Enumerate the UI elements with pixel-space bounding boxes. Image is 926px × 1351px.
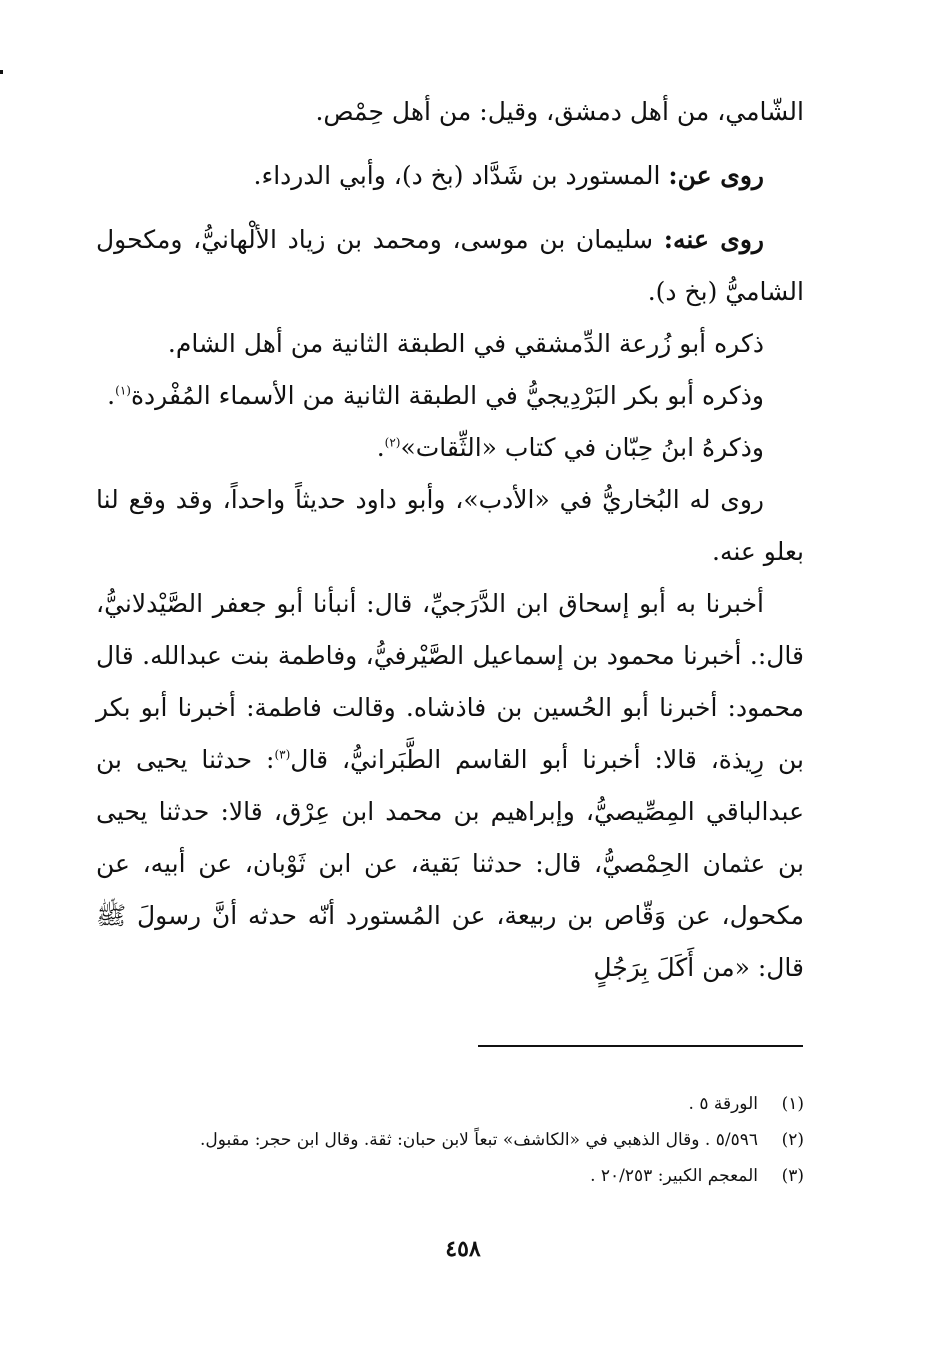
paragraph-origin: الشّامي، من أهل دمشق، وقيل: من أهل حِمْص. bbox=[315, 97, 804, 126]
footnote-text: المعجم الكبير: ٢٠/٢٥٣ . bbox=[590, 1166, 758, 1186]
footnote-item bbox=[100, 1124, 804, 1156]
paragraph-narrated-from bbox=[96, 150, 804, 202]
paragraph-bukhari: روى له البُخاريُّ في «الأدب»، وأبو داود حديثاً واحداً، وقد وقع لنا بعلو عنه. bbox=[96, 485, 804, 566]
footnote-divider bbox=[478, 1045, 803, 1047]
narrated-by-text: سليمان بن موسى، ومحمد بن زياد الألْهانيُّ، ومكحول الشاميُّ (بخ د). bbox=[96, 225, 804, 306]
paragraph-narrated-by bbox=[96, 214, 804, 318]
footnote-ref-1[interactable]: (١) bbox=[115, 383, 131, 398]
page-number: ٤٥٨ bbox=[445, 1236, 481, 1262]
footnote-text: ٥/٥٩٦ . وقال الذهبي في «الكاشف» تبعاً لابن حبان: ثقة. وقال ابن حجر: مقبول. bbox=[199, 1130, 758, 1150]
narrated-by-label: روى عنه: bbox=[663, 225, 764, 254]
paragraph-isnad bbox=[96, 578, 804, 994]
footnote-item bbox=[100, 1160, 804, 1192]
footnote-number: (٣) bbox=[781, 1166, 804, 1186]
footnote-number: (١) bbox=[781, 1094, 804, 1114]
bardiji-end: . bbox=[107, 381, 116, 410]
paragraph-abu-zura: ذكره أبو زُرعة الدِّمشقي في الطبقة الثانية من أهل الشام. bbox=[167, 329, 764, 358]
scan-mark bbox=[0, 70, 3, 74]
main-text-block bbox=[96, 86, 804, 994]
paragraph-ibn-hibban bbox=[96, 422, 804, 474]
ibn-hibban-end: . bbox=[376, 433, 385, 462]
footnote-number: (٢) bbox=[781, 1130, 804, 1150]
isnad-text-a: أخبرنا به أبو إسحاق ابن الدَّرَجيِّ، قال: أنبأنا أبو جعفر الصَّيْدلانيُّ، قال:. أخبرنا محمود بن إسماعيل الصَّيْرفيُّ، وفاطمة بنت عبدالله. قال محمود: أخبرنا أبو الحُسين بن فاذشاه. وقالت فاطمة: أخبرنا أبو بكر بن رِيذة، قالا: أخبرنا أبو القاسم الطَّبَرانيُّ، قال bbox=[96, 589, 804, 774]
isnad-text-b: : حدثنا يحيى بن عبدالباقي المِصِّيصيُّ، وإبراهيم بن محمد ابن عِرْق، قالا: حدثنا يحيى بن عثمان الحِمْصيُّ، قال: حدثنا بَقية، عن ابن ثَوْبان، عن أبيه، عن مكحول، عن وَقّاص بن ربيعة، عن المُستورد أنّه حدثه أنَّ رسولَ ﷺ قال: «من أَكَلَ بِرَجُلٍ bbox=[96, 745, 804, 982]
footnote-ref-2[interactable]: (٢) bbox=[384, 435, 401, 450]
paragraph-bardiji bbox=[96, 370, 804, 422]
footnote-ref-3[interactable]: (٣) bbox=[274, 747, 291, 762]
footnote-text: الورقة ٥ . bbox=[688, 1094, 758, 1114]
narrated-from-label: روى عن: bbox=[668, 161, 764, 190]
bardiji-text: وذكره أبو بكر البَرْدِيجيُّ في الطبقة الثانية من الأسماء المُفْردة bbox=[130, 381, 764, 410]
footnote-item bbox=[100, 1088, 804, 1120]
narrated-from-text: المستورد بن شَدَّاد (بخ د)، وأبي الدرداء. bbox=[253, 161, 669, 190]
footnotes-block bbox=[100, 1088, 804, 1196]
ibn-hibban-text: وذكرهُ ابنُ حِبّان في كتاب «الثِّقات» bbox=[400, 433, 764, 462]
